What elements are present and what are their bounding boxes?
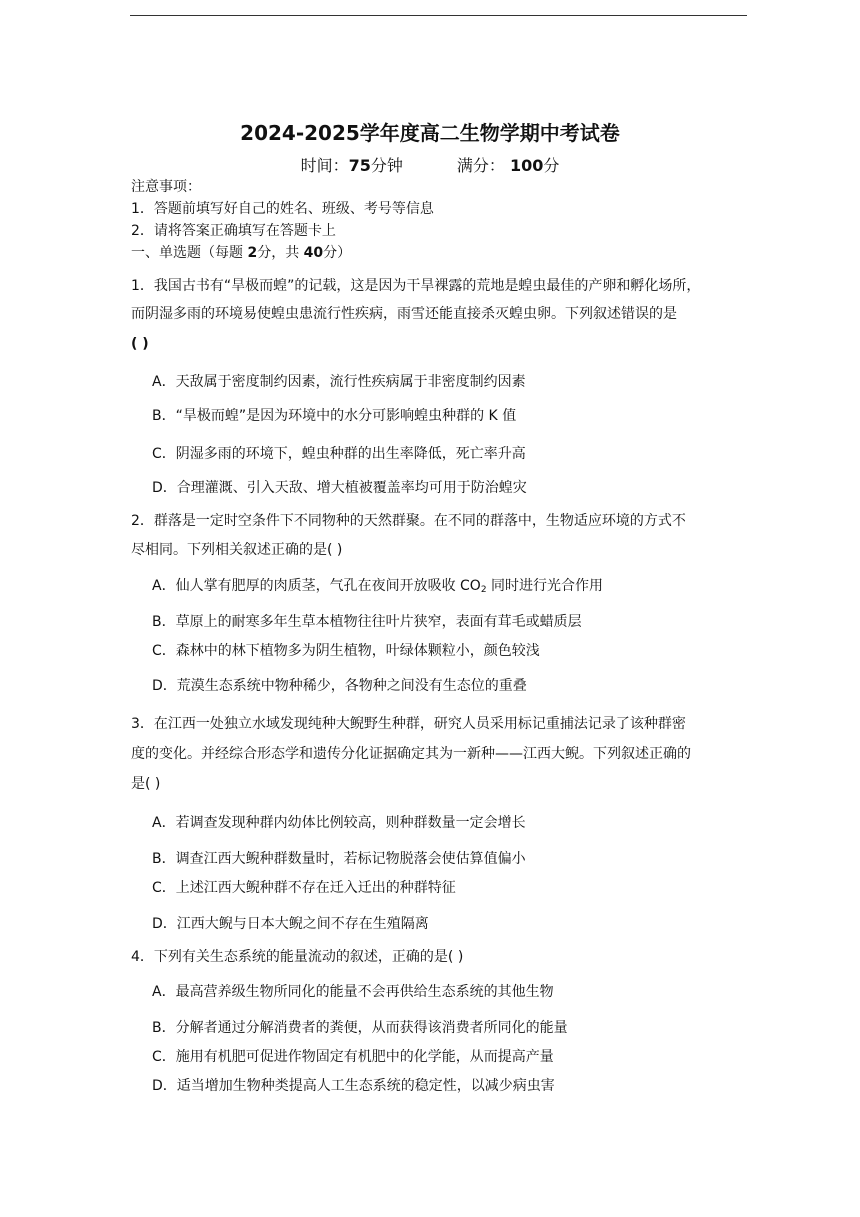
question-4-option-c[interactable]: C．施用有机肥可促进作物固定有机肥中的化学能，从而提高产量 (152, 1049, 554, 1065)
question-2-stem: 2．群落是一定时空条件下不同物种的天然群聚。在不同的群落中，生物适应环境的方式不 (131, 513, 686, 529)
question-1-option-a[interactable]: A．天敌属于密度制约因素，流行性疾病属于非密度制约因素 (152, 374, 526, 390)
question-3-option-a[interactable]: A．若调查发现种群内幼体比例较高，则种群数量一定会增长 (152, 815, 526, 831)
question-3-option-b[interactable]: B．调查江西大鲵种群数量时，若标记物脱落会使估算值偏小 (152, 851, 526, 867)
section-suffix: 分） (323, 245, 352, 261)
question-2-stem: 尽相同。下列相关叙述正确的是( ) (131, 542, 343, 558)
option-a-text-tail: 同时进行光合作用 (486, 578, 604, 594)
question-1-option-d[interactable]: D．合理灌溉、引入天敌、增大植被覆盖率均可用于防治蝗灾 (152, 480, 527, 496)
note-item: 1．答题前填写好自己的姓名、班级、考号等信息 (131, 201, 434, 217)
question-3-stem: 3．在江西一处独立水域发现纯种大鲵野生种群，研究人员采用标记重捕法记录了该种群密 (131, 716, 686, 732)
option-a-text: A．仙人掌有肥厚的肉质茎，气孔在夜间开放吸收 CO (152, 578, 481, 594)
question-4-stem: 4．下列有关生态系统的能量流动的叙述，正确的是( ) (131, 949, 464, 965)
exam-title: 2024-2025学年度高二生物学期中考试卷 (240, 121, 620, 145)
exam-meta (0, 153, 860, 176)
question-4-option-a[interactable]: A．最高营养级生物所同化的能量不会再供给生态系统的其他生物 (152, 984, 554, 1000)
section-prefix: 一、单选题（每题 (131, 245, 248, 261)
question-1-option-b[interactable]: B．“旱极而蝗”是因为环境中的水分可影响蝗虫种群的 K 值 (152, 408, 517, 424)
question-3-option-c[interactable]: C．上述江西大鲵种群不存在迁入迁出的种群特征 (152, 880, 456, 896)
question-2-option-a[interactable] (152, 576, 603, 600)
co2-subscript: 2 (480, 585, 487, 595)
score-label: 满分： (456, 156, 505, 175)
question-3-option-d[interactable]: D．江西大鲵与日本大鲵之间不存在生殖隔离 (152, 916, 429, 932)
section-total-score: 40 (303, 245, 324, 261)
question-1-option-c[interactable]: C．阴湿多雨的环境下，蝗虫种群的出生率降低，死亡率升高 (152, 446, 526, 462)
question-2-option-b[interactable]: B．草原上的耐寒多年生草本植物往往叶片狭窄，表面有茸毛或蜡质层 (152, 614, 582, 630)
note-item: 2．请将答案正确填写在答题卡上 (131, 223, 336, 239)
notes-heading: 注意事项： (131, 179, 201, 195)
header-rule (130, 15, 747, 16)
time-label: 时间： (300, 156, 349, 175)
section-heading (131, 243, 351, 263)
question-4-option-b[interactable]: B．分解者通过分解消费者的粪便，从而获得该消费者所同化的能量 (152, 1020, 568, 1036)
question-1-answer-blank: ( ) (131, 336, 149, 352)
score-value: 100 (509, 156, 544, 175)
section-mid: 分，共 (257, 245, 304, 261)
question-2-option-d[interactable]: D．荒漠生态系统中物种稀少，各物种之间没有生态位的重叠 (152, 678, 527, 694)
time-unit: 分钟 (370, 156, 403, 175)
question-1-stem: 1．我国古书有“旱极而蝗”的记载，这是因为干旱裸露的荒地是蝗虫最佳的产卵和孵化场所， (131, 278, 701, 294)
question-3-stem: 是( ) (131, 776, 161, 792)
question-3-stem: 度的变化。并经综合形态学和遗传分化证据确定其为一新种——江西大鲵。下列叙述正确的 (131, 746, 691, 762)
question-1-stem: 而阴湿多雨的环境易使蝗虫患流行性疾病，雨雪还能直接杀灭蝗虫卵。下列叙述错误的是 (131, 306, 677, 322)
section-per-score: 2 (247, 245, 258, 261)
question-4-option-d[interactable]: D．适当增加生物种类提高人工生态系统的稳定性，以减少病虫害 (152, 1078, 555, 1094)
question-2-option-c[interactable]: C．森林中的林下植物多为阴生植物，叶绿体颗粒小，颜色较浅 (152, 643, 540, 659)
time-value: 75 (348, 156, 371, 175)
score-unit: 分 (543, 156, 560, 175)
